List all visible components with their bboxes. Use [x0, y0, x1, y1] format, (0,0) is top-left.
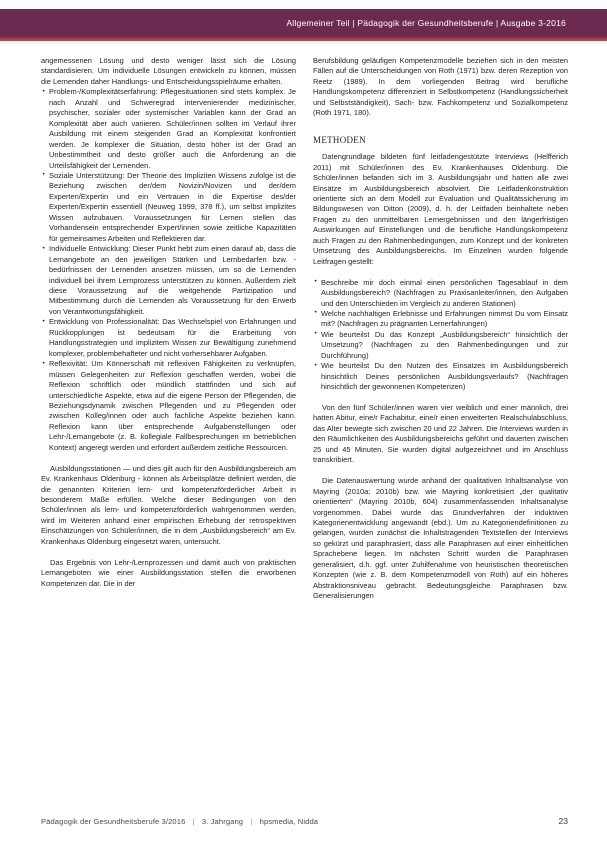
- footer-separator: |: [250, 817, 253, 826]
- section-heading-methoden: methoden: [313, 131, 366, 146]
- list-item: [313, 309, 568, 330]
- page-content: [41, 56, 568, 791]
- question-text: Wie beurteilst Du das Konzept „Ausbildungsbereich“ hinsichtlich der Umsetzung? (Nachfragen zu den Rahmenbedingungen und zur Durchführung): [321, 329, 568, 360]
- right-column: [313, 56, 568, 791]
- bullet-term: Soziale Unterstützung:: [49, 170, 125, 180]
- footer-separator: |: [192, 817, 195, 826]
- right-paragraph-1: Datengrundlage bildeten fünf leitfadengestützte Interviews (Helfferich 2011) mit Schüler/innen des Ev. Krankenhauses Oldenburg. Die Schüler/innen befanden sich im 3. Ausbildungsjahr und hatten alle zwei Einsätze im Ausbildungsbereich absolviert. Die Leitfadenkonstruktion orientierte sich an dem Modell zur Evaluation und Qualitätssicherung im Bildungswesen von Ditton (2009), d. h. der Leitfaden beinhaltete neben Fragen zu den unmittelbaren Lernergebnissen und den längerfristigen Auswirkungen auf Einstellungen und die berufliche Handlungskompetenz auch Fragen zu den Rahmenbedingungen, zum Konzept und der konkreten Umsetzung des Ausbildungsbereichs. Im Einzelnen wurden folgende Leitfragen gestellt:: [313, 152, 568, 266]
- page-footer: [41, 816, 568, 826]
- list-item: [313, 330, 568, 361]
- list-item: [313, 361, 568, 392]
- list-item: [41, 171, 296, 244]
- bullet-text: Dieser Punkt hebt zum einen darauf ab, dass die Lernangebote an den jeweiligen Stärken und Lernbedarfen bzw. -bedürfnissen der Lernenden ansetzen müssen, um so die Lernenden individuell bei ihrem Lernprozess unterstützen zu können. Außerdem zielt diese Voraussetzung auf die weitgehende Partizipation und Mitbestimmung durch die Lernenden als Voraussetzung für den Erwerb von Verantwortungsfähigkeit.: [49, 244, 296, 316]
- page-number: 23: [558, 816, 568, 826]
- interview-questions-list: [313, 278, 568, 393]
- right-paragraph-3: Die Datenauswertung wurde anhand der qualitativen Inhaltsanalyse von Mayring (2010a; 2010b) bzw. wie Mayring konkretisiert „der qualitativ orientierten“ (Mayring 2010b, 604) zusammenfassenden Inhaltsanalyse vorgenommen. Dabei wurde das Grundverfahren der induktiven Kategorienentwicklung angewandt (ebd.). Um zu Kategoriendefinitionen zu gelangen, wurden zunächst die Inhaltstragenden Textstellen der Interviews so gekürzt und paraphrasiert, dass alle Paraphrasen auf einer einheitlichen Sprachebene liegen. Im nächsten Schritt wurden die Paraphrasen generalisiert, d.h. ggf. unter Zuhilfenahme von heuristischen theoretischen Konzepten (wie z. B. dem Kompetenzmodell von Roth) auf ein höheres Abstraktionsniveau gebracht. Bedeutungsgleiche Paraphrasen bzw. Generalisierungen: [313, 476, 568, 601]
- footer-publisher: hpsmedia, Nidda: [259, 817, 319, 826]
- bullet-text: Das Wechselspiel von Erfahrungen und Rückkopplungen ist bedeutsam für die Erarbeitung von Handlungsstrategien und implizitem Wissen zur Bewältigung zunehmend komplexer, problembehafteter und nicht vorhersehbarer Aufgaben.: [49, 317, 296, 358]
- right-paragraph-2: Von den fünf Schüler/innen waren vier weiblich und einer männlich, drei hatten Abitur, eine/r Fachabitur, eine/r einen erweiterten Realschulabschluss, das Alter bewegte sich zwischen 20 und 22 Jahren. Die Interviews wurden in den Räumlichkeiten des Ausbildungsbereichs geführt und dauerten zwischen 25 und 45 Minuten. Sie wurden digital aufgezeichnet und im Anschluss transkribiert.: [313, 403, 568, 465]
- criteria-bullet-list: [41, 87, 296, 453]
- footer-citation: [41, 817, 318, 826]
- question-text: Beschreibe mir doch einmal einen persönlichen Tagesablauf in dem Ausbildungsbereich? (Nachfragen zu Praxisanleiter/innen, den Aufgaben und den Unterschieden im Vergleich zu anderen Stationen): [321, 277, 568, 308]
- bullet-text: Der Theorie des Impliziten Wissens zufolge ist die Beziehung zwischen der/dem Novizin/Novizen und der/dem Experten/Expertin und ein Vertrauen in die Expertise des/der Experten/Expertin essentiell (Neuweg 1999, 378 ff.), um selbst implizites Wissen aufzubauen. Voraussetzungen für Lernen stellen das Vorhandensein entsprechender Expert/innen sowie zeitliche Kapazitäten für gemeinsames Arbeiten und Reflektieren dar.: [49, 170, 296, 243]
- footer-volume: 3. Jahrgang: [201, 817, 244, 826]
- header-rule-quaternary: [0, 42, 607, 44]
- right-continuation-paragraph: Berufsbildung geläufigen Kompetenzmodelle beziehen sich in den meisten Fällen auf die Unterscheidungen von Roth (1971) bzw. deren Rezeption von Reetz (1989). In dem vorliegenden Beitrag wird berufliche Handlungskompetenz differenziert in Selbstkompetenz (Handlungssicherheit und Selbstständigkeit), Sach- bzw. Fachkompetenz und Sozialkompetenz (Roth 1971, 180).: [313, 56, 568, 118]
- list-item: [41, 87, 296, 171]
- footer-journal: Pädagogik der Gesundheitsberufe 3/2016: [41, 817, 186, 826]
- bullet-text: Um Könnerschaft mit reflexiven Fähigkeiten zu verknüpfen, müssen Gelegenheiten zur Reflexion geschaffen werden, wobei die Reflexion schriftlich oder mündlich stattfinden und sich auf unterschiedliche Aspekte, etwa auf die eigene Person der Pflegenden, die Beziehungsdynamik zwischen Pflegenden und zu Pflegenden oder zwischen Kolleg/innen oder auch fachliche Aspekte beziehen kann. Reflexion kann über entsprechende Aufgabenstellungen oder Lehr-/Lernangebote (z. B. kollegiale Fallbesprechungen im betrieblichen Kontext) angeregt werden und erfordert außerdem zeitliche Ressourcen.: [49, 359, 296, 452]
- left-continuation-paragraph: angemessenen Lösung und desto weniger lässt sich die Lösung standardisieren. Um individuelle Lösungen entwickeln zu können, müssen die Lernenden daher Handlungs- und Entscheidungsspielräume erhalten.: [41, 56, 296, 86]
- question-text: Welche nachhaltigen Erlebnisse und Erfahrungen nimmst Du vom Einsatz mit? (Nachfragen zu prägnanten Lernerfahrungen): [321, 308, 568, 329]
- bullet-text: Pflegesituationen sind stets komplex. Je nach Anzahl und Schweregrad intervenierender medizinischer, psychischer, sozialer oder systemischer Variablen kann der Grad an Komplexität aber auch variieren. Schüler/innen sollten im Verlauf ihrer Ausbildung mit einem steigenden Grad an Komplexität konfrontiert werden. Je komplexer die Situation, desto höher ist der Grad an Unbestimmtheit und desto größer auch die Anforderung an die Urteilsfähigkeit der Lernenden.: [49, 87, 296, 170]
- bullet-term: Problem-/Komplexitätserfahrung:: [49, 87, 158, 97]
- question-text: Wie beurteilst Du den Nutzen des Einsatzes im Ausbildungsbereich hinsichtlich Deines persönlichen Ausbildungsverlaufs? (Nachfragen hinsichtlich der gewonnenen Kompetenzen): [321, 361, 568, 392]
- left-column: [41, 56, 296, 791]
- bullet-term: Reflexivität:: [49, 359, 88, 369]
- page-header-title: Allgemeiner Teil | Pädagogik der Gesundheitsberufe | Ausgabe 3-2016: [286, 18, 566, 28]
- bullet-term: Entwicklung von Professionalität:: [49, 317, 160, 327]
- page-header-band: [0, 9, 607, 37]
- left-paragraph-2: Ausbildungsstationen — und dies gilt auch für den Ausbildungsbereich am Ev. Krankenhaus Oldenburg - können als Arbeitsplätze definiert werden, die die genannten Kriterien lern- und kompetenzförderlicher Arbeit in besonderem Maße erfüllen. Welche dieser Bedingungen von den Schüler/innen als lern- und kompetenzförderlich wahrgenommen werden, wird im Weiteren anhand einer empirischen Erhebung der retrospektiven Einschätzungen von Schüler/innen, die in dem „Ausbildungsbereich“ am Ev. Krankenhaus Oldenburg eingesetzt waren, untersucht.: [41, 463, 296, 546]
- list-item: [313, 278, 568, 309]
- list-item: [41, 317, 296, 359]
- left-paragraph-3: Das Ergebnis von Lehr-/Lernprozessen und damit auch von praktischen Lernangeboten wie einer Ausbildungsstation stellen die erworbenen Kompetenzen dar. Die in der: [41, 557, 296, 588]
- list-item: [41, 359, 296, 453]
- bullet-term: Individuelle Entwicklung:: [49, 244, 131, 254]
- list-item: [41, 244, 296, 317]
